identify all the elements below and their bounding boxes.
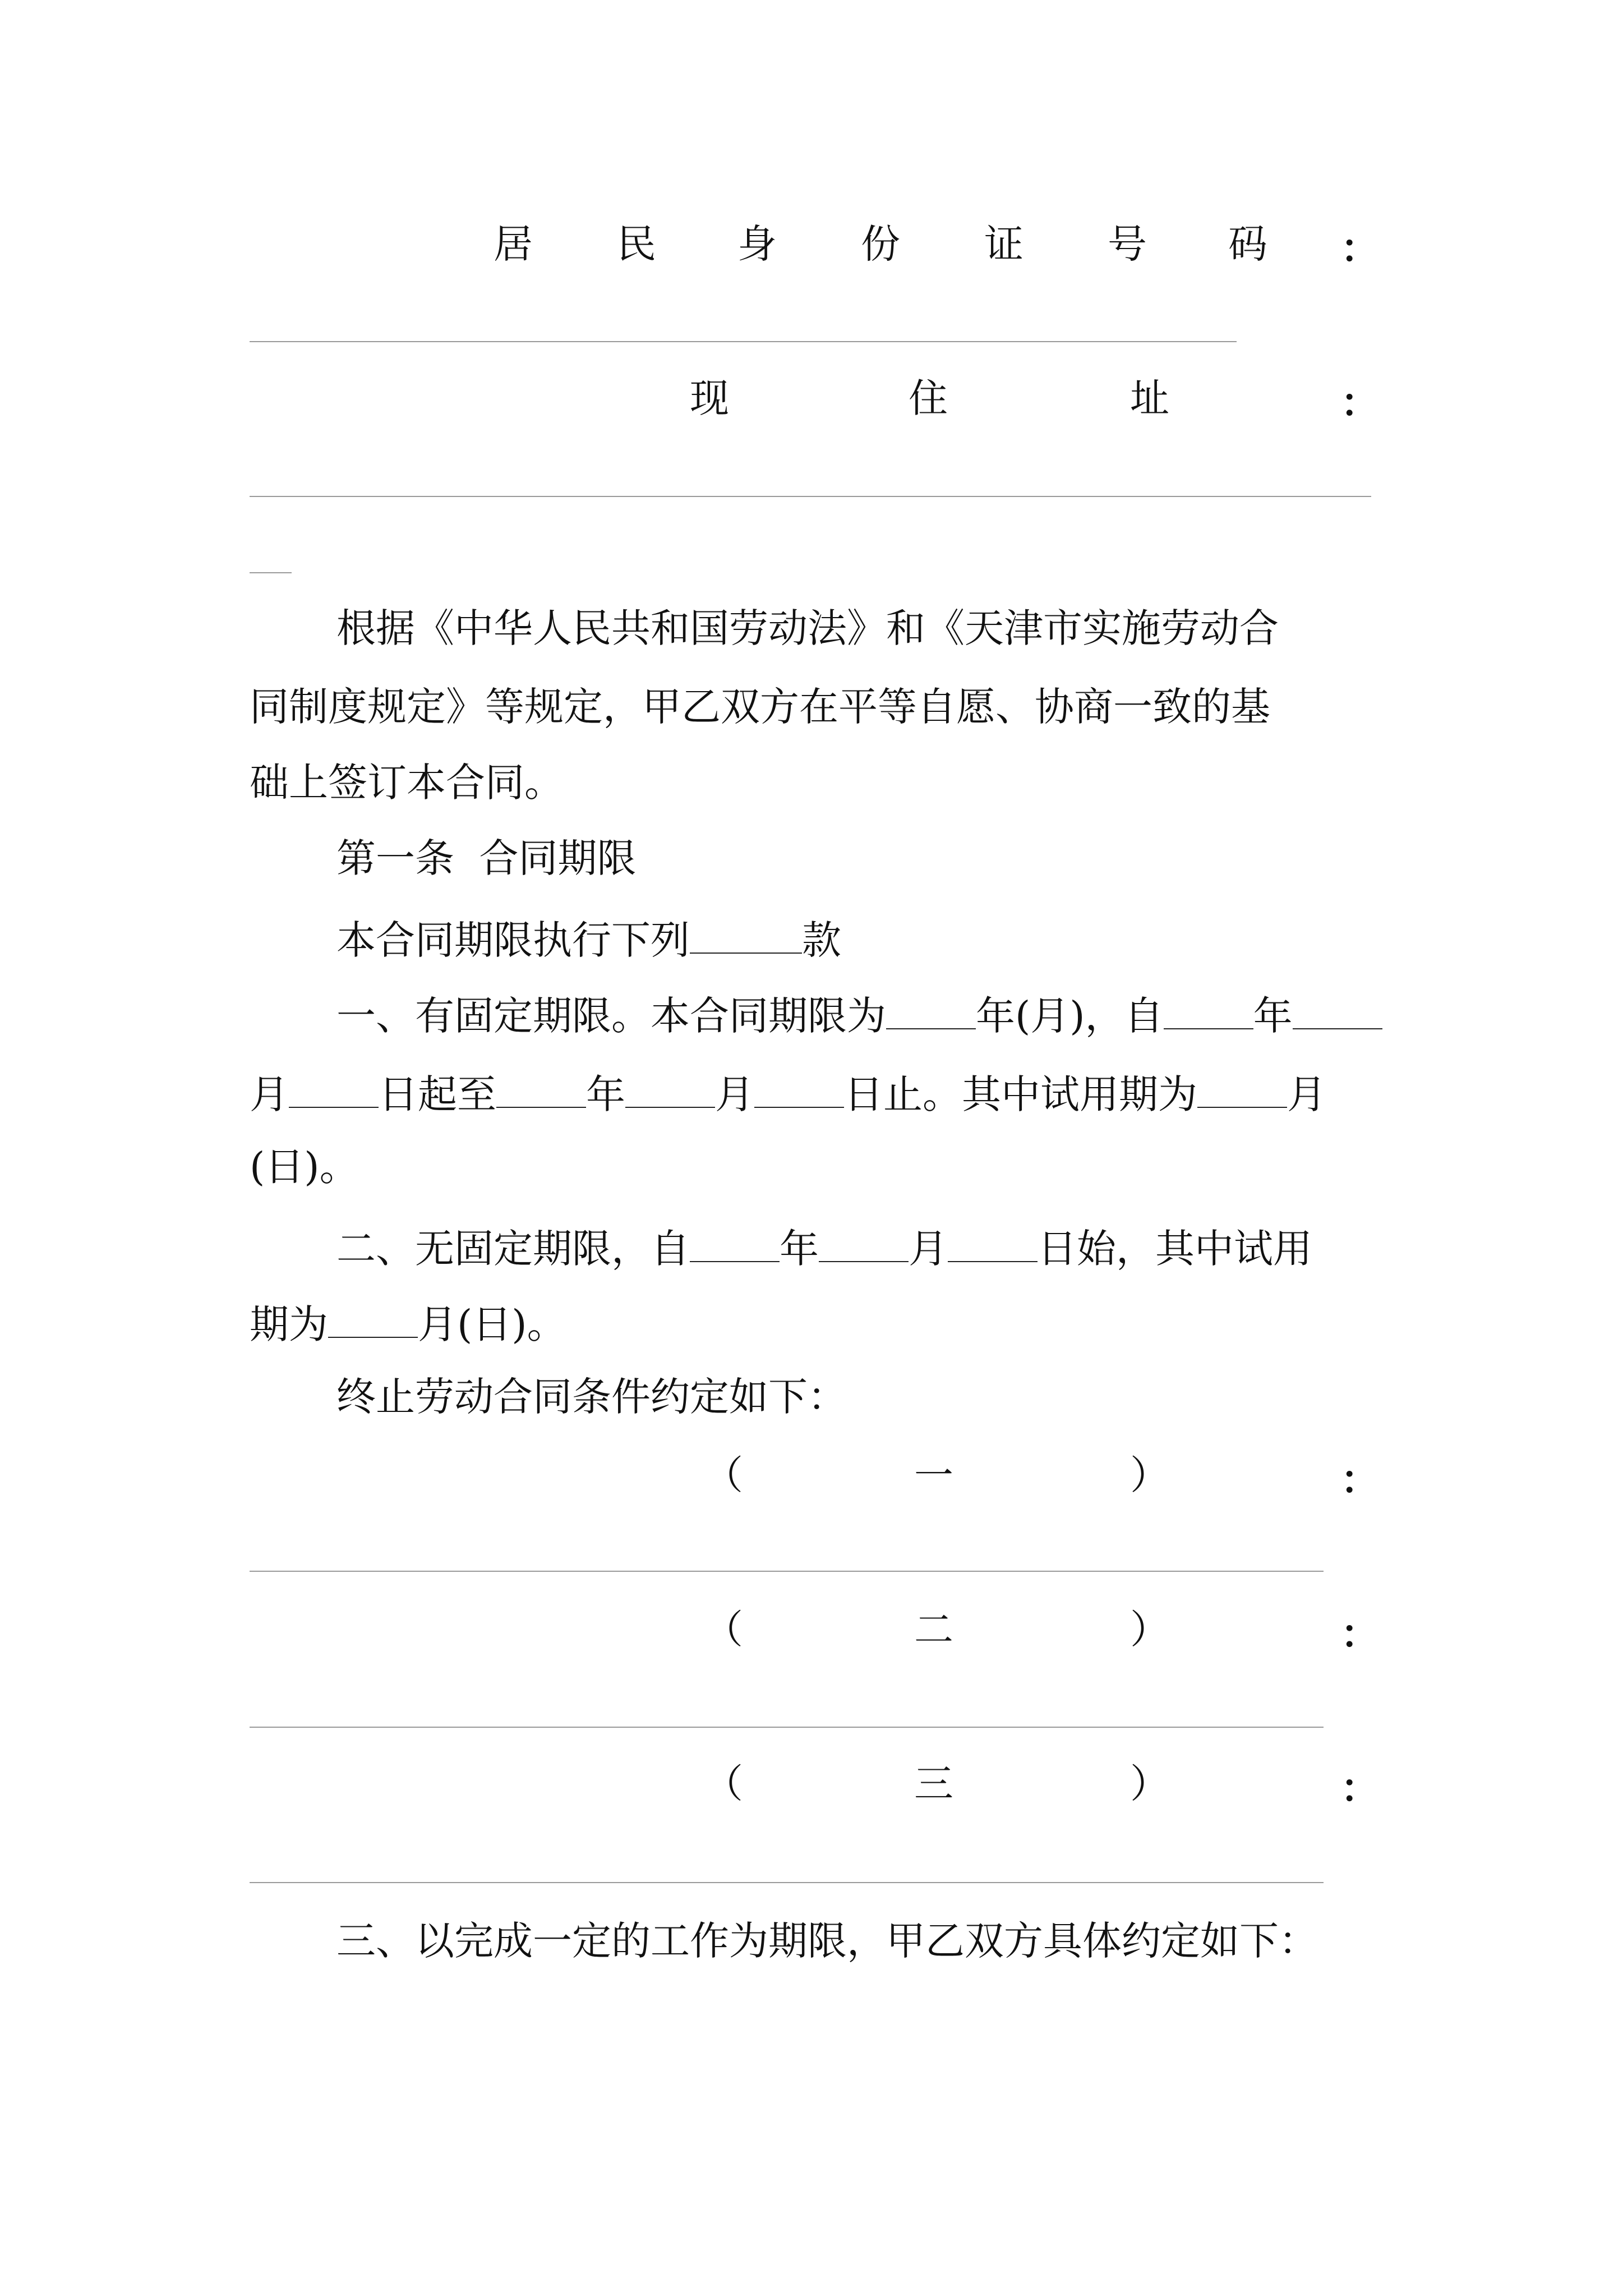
fixed-term-text: 月 xyxy=(250,1071,289,1117)
id-label-char: 码 xyxy=(1228,221,1267,267)
address-label-char: 现 xyxy=(690,375,729,421)
fixed-term-text: 月 xyxy=(1287,1071,1326,1117)
fixed-term-text: 年 xyxy=(1253,993,1293,1039)
address-blank-line-continued[interactable] xyxy=(250,572,292,573)
id-label-char: 身 xyxy=(737,221,777,267)
open-start-year-blank[interactable] xyxy=(690,1226,780,1262)
start-year-blank[interactable] xyxy=(1164,993,1253,1029)
clause-select-line xyxy=(336,917,841,963)
condition-number: 三 xyxy=(914,1761,953,1807)
condition-open-paren: （ xyxy=(704,1607,743,1653)
intro-line: 同制度规定》等规定，甲乙双方在平等自愿、协商一致的基 xyxy=(250,684,1270,730)
id-label-char: 民 xyxy=(617,221,656,267)
fixed-term-text: 一、有固定期限。本合同期限为 xyxy=(336,993,886,1039)
id-label-char: 居 xyxy=(494,221,533,267)
fixed-term-line-1 xyxy=(336,993,1382,1039)
condition-colon: ： xyxy=(1340,1765,1380,1811)
open-probation-blank[interactable] xyxy=(328,1301,418,1338)
open-term-text: 月(日)。 xyxy=(418,1301,566,1347)
fixed-term-line-3: (日)。 xyxy=(250,1144,359,1190)
article-heading: 第一条 合同期限 xyxy=(336,835,637,881)
open-term-line-1 xyxy=(336,1226,1312,1272)
condition-blank-line[interactable] xyxy=(250,1727,1324,1728)
clause-number-blank[interactable] xyxy=(690,917,802,954)
end-year-blank[interactable] xyxy=(496,1071,586,1108)
condition-close-paren: ） xyxy=(1130,1607,1169,1653)
condition-number: 一 xyxy=(914,1452,953,1498)
term-length-blank[interactable] xyxy=(886,993,976,1029)
start-month-blank[interactable] xyxy=(1293,993,1382,1029)
open-term-text: 月 xyxy=(909,1226,948,1272)
probation-blank[interactable] xyxy=(1197,1071,1287,1108)
condition-open-paren: （ xyxy=(704,1761,743,1807)
open-term-text: 年 xyxy=(780,1226,819,1272)
address-label-char: 址 xyxy=(1130,375,1169,421)
condition-blank-line[interactable] xyxy=(250,1571,1324,1572)
intro-line: 础上签订本合同。 xyxy=(250,760,564,806)
start-day-blank[interactable] xyxy=(289,1071,379,1108)
condition-number: 二 xyxy=(914,1607,953,1653)
id-number-blank-line[interactable] xyxy=(250,341,1237,342)
condition-colon: ： xyxy=(1340,1456,1380,1503)
open-start-month-blank[interactable] xyxy=(819,1226,909,1262)
intro-line: 根据《中华人民共和国劳动法》和《天津市实施劳动合 xyxy=(336,605,1279,651)
fixed-term-text: 年 xyxy=(586,1071,625,1117)
id-label-char: 份 xyxy=(861,221,900,267)
condition-close-paren: ） xyxy=(1130,1452,1169,1498)
clause-select-text: 本合同期限执行下列 xyxy=(336,917,690,963)
end-month-blank[interactable] xyxy=(625,1071,715,1108)
id-colon: ： xyxy=(1340,225,1380,272)
condition-close-paren: ） xyxy=(1130,1761,1169,1807)
open-term-line-2 xyxy=(250,1301,566,1347)
address-blank-line[interactable] xyxy=(250,496,1371,497)
id-label-char: 号 xyxy=(1108,221,1147,267)
end-day-blank[interactable] xyxy=(754,1071,844,1108)
open-term-text: 二、无固定期限，自 xyxy=(336,1226,690,1272)
fixed-term-text: 年(月)，自 xyxy=(976,993,1164,1039)
condition-open-paren: （ xyxy=(704,1452,743,1498)
fixed-term-text: 日止。其中试用期为 xyxy=(844,1071,1197,1117)
id-label-char: 证 xyxy=(984,221,1023,267)
open-term-text: 期为 xyxy=(250,1301,328,1347)
termination-intro: 终止劳动合同条件约定如下： xyxy=(336,1374,847,1420)
clause-select-suffix: 款 xyxy=(802,917,841,963)
fixed-term-text: 月 xyxy=(715,1071,754,1117)
condition-blank-line[interactable] xyxy=(250,1882,1324,1883)
address-label-char: 住 xyxy=(909,375,948,421)
fixed-term-line-2 xyxy=(250,1071,1326,1117)
open-term-text: 日始，其中试用 xyxy=(1038,1226,1312,1272)
address-colon: ： xyxy=(1340,379,1380,426)
task-term-line: 三、以完成一定的工作为期限，甲乙双方具体约定如下： xyxy=(336,1918,1318,1964)
open-start-day-blank[interactable] xyxy=(948,1226,1038,1262)
fixed-term-text: 日起至 xyxy=(379,1071,496,1117)
condition-colon: ： xyxy=(1340,1611,1380,1657)
